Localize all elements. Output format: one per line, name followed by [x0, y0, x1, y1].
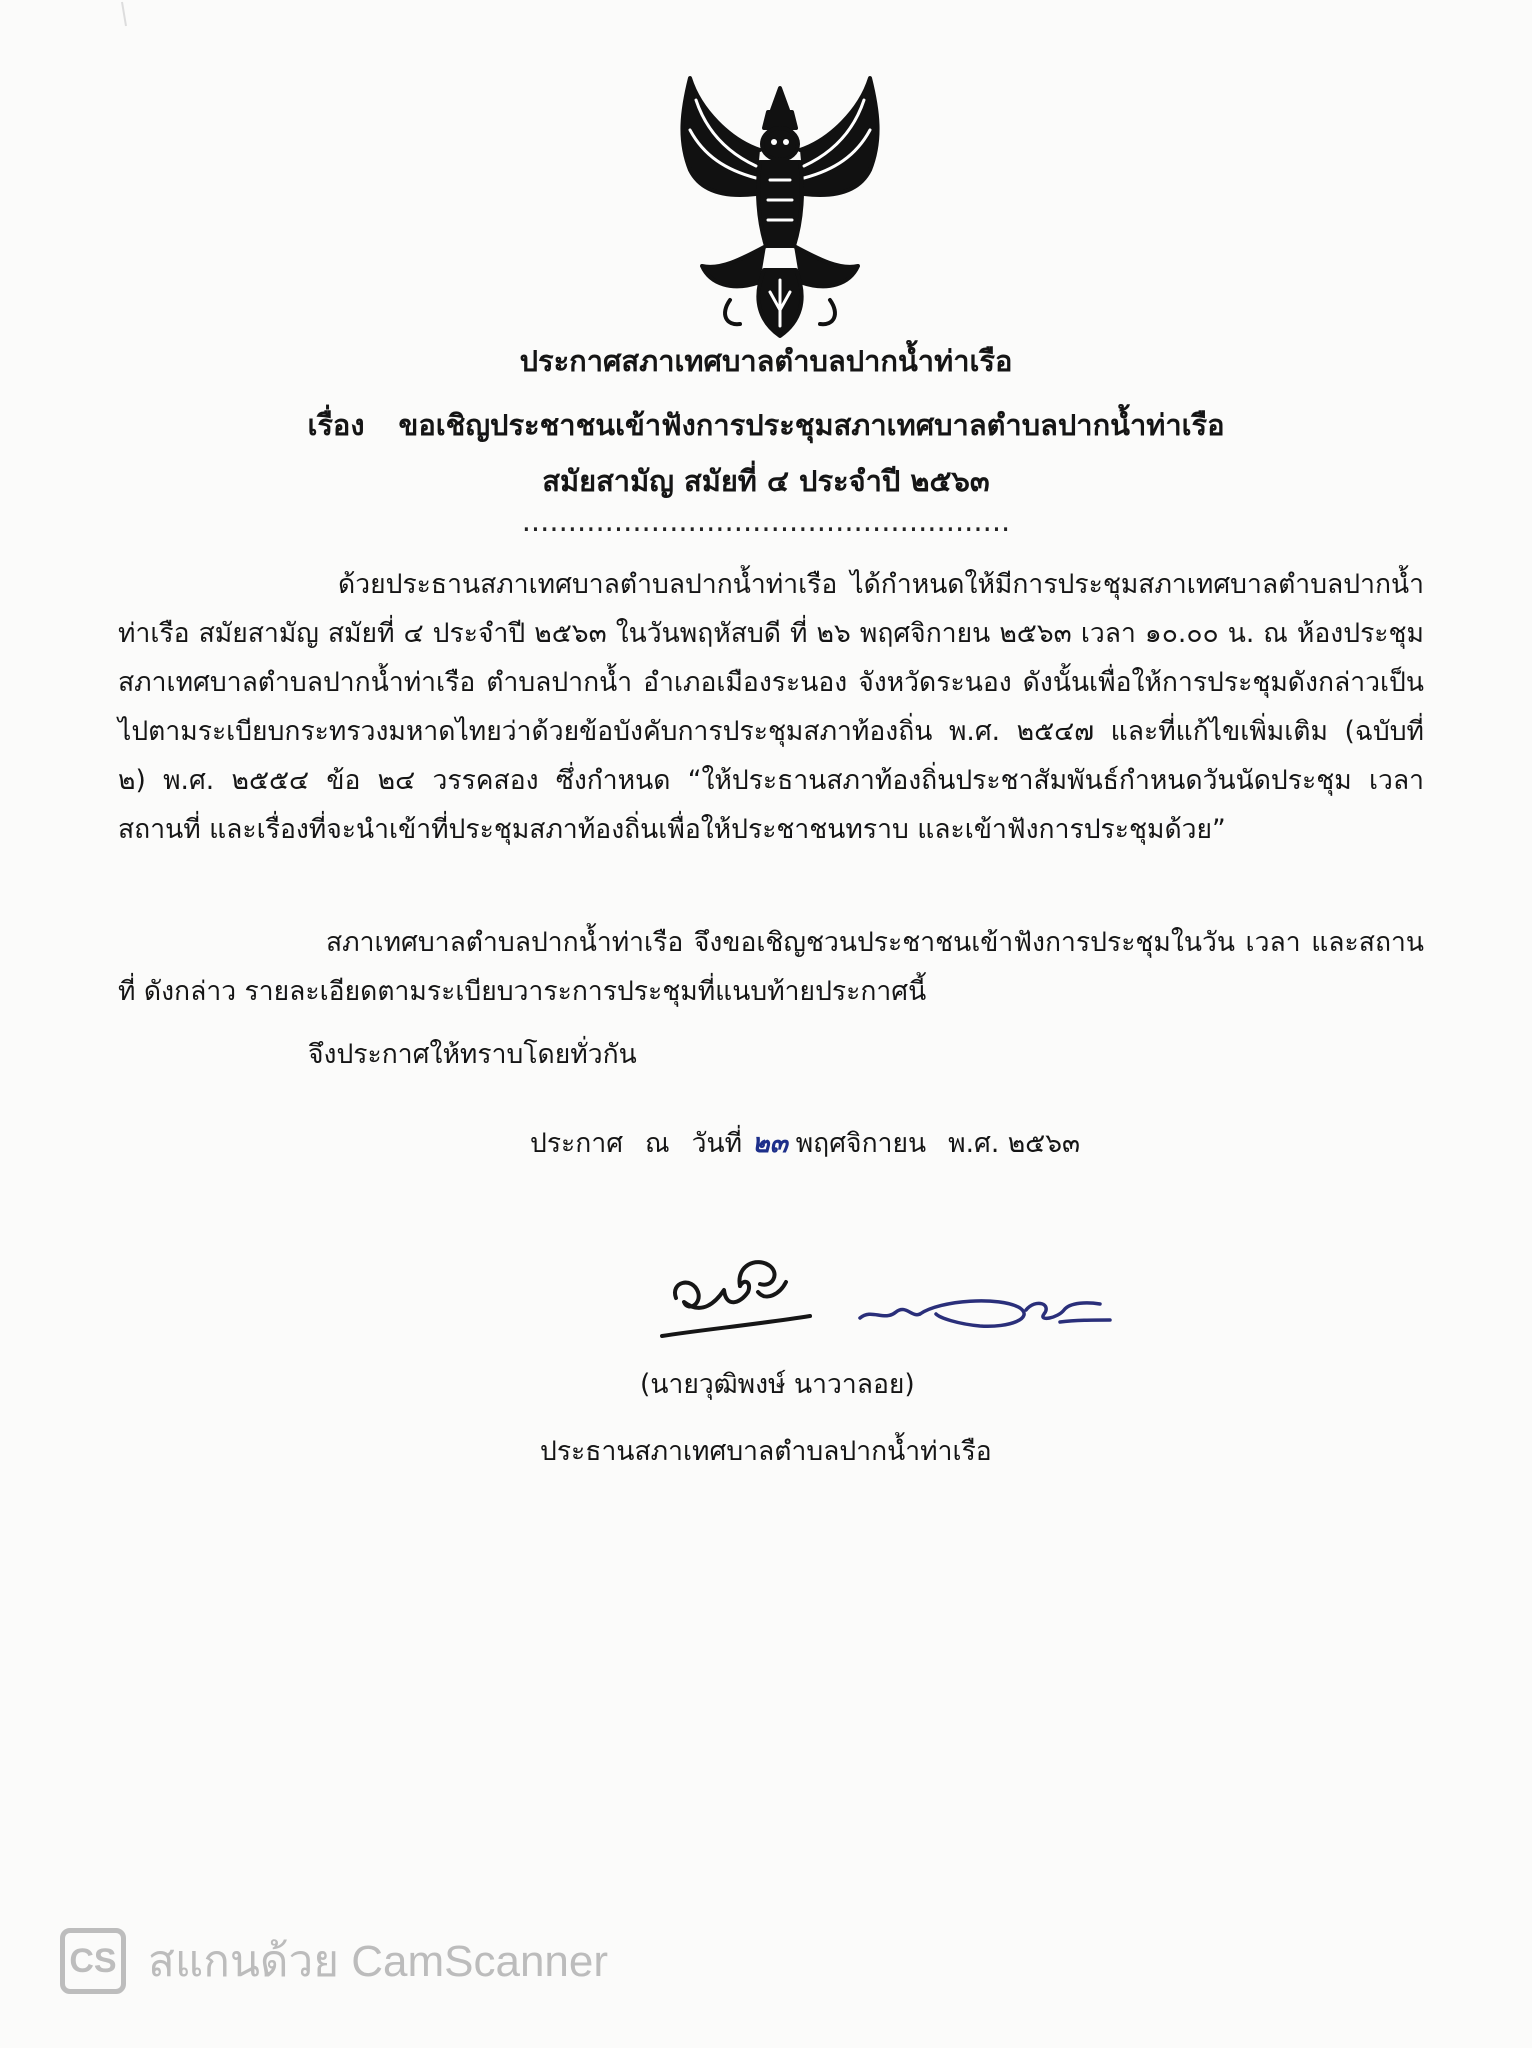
body-paragraph-1-text: ด้วยประธานสภาเทศบาลตำบลปากน้ำท่าเรือ ได้กำหนดให้มีการประชุมสภาเทศบาลตำบลปากน้ำท่าเรือ สมัยสามัญ สมัยที่ ๔ ประจำปี ๒๕๖๓ ในวันพฤหัสบดี ที่ ๒๖ พฤศจิกายน ๒๕๖๓ เวลา ๑๐.๐๐ น. ณ ห้องประชุมสภาเทศบาลตำบลปากน้ำท่าเรือ ตำบลปากน้ำ อำเภอเมืองระนอง จังหวัดระนอง ดังนั้นเพื่อให้การประชุมดังกล่าวเป็นไปตามระเบียบกระทรวงมหาดไทยว่าด้วยข้อบังคับการประชุมสภาท้องถิ่น พ.ศ. ๒๕๔๗ และที่แก้ไขเพิ่มเติม (ฉบับที่ ๒) พ.ศ. ๒๕๕๔ ข้อ ๒๔ วรรคสอง ซึ่งกำหนด “ให้ประธานสภาท้องถิ่นประชาสัมพันธ์กำหนดวันนัดประชุม เวลา สถานที่ และเรื่องที่จะนำเข้าที่ประชุมสภาท้องถิ่นเพื่อให้ประชาชนทราบ และเข้าฟังการประชุมด้วย”	[118, 569, 1424, 845]
scan-artifact-mark	[118, 0, 138, 30]
date-year: พ.ศ. ๒๕๖๓	[948, 1128, 1081, 1159]
body-paragraph-2	[118, 918, 1424, 1016]
signer-position: ประธานสภาเทศบาลตำบลปากน้ำท่าเรือ	[540, 1436, 992, 1467]
subject-label: เรื่อง	[307, 408, 365, 442]
subject-line	[0, 402, 1532, 448]
closing-statement: จึงประกาศให้ทราบโดยทั่วกัน	[308, 1039, 637, 1070]
handwritten-signature	[640, 1252, 1120, 1352]
date-prefix: ประกาศ	[530, 1128, 624, 1159]
date-month: พฤศจิกายน	[795, 1128, 927, 1159]
announcement-date	[530, 1122, 1080, 1164]
session-line: สมัยสามัญ สมัยที่ ๔ ประจำปี ๒๕๖๓	[542, 464, 990, 498]
body-paragraph-1	[118, 560, 1424, 854]
body-paragraph-2-text: สภาเทศบาลตำบลปากน้ำท่าเรือ จึงขอเชิญชวนประชาชนเข้าฟังการประชุมในวัน เวลา และสถานที่ ดังกล่าว รายละเอียดตามระเบียบวาระการประชุมที่แนบท้ายประกาศนี้	[118, 927, 1424, 1007]
garuda-emblem	[660, 70, 900, 345]
dotted-separator: .....................................................	[521, 504, 1011, 538]
announcement-heading: ประกาศสภาเทศบาลตำบลปากน้ำท่าเรือ	[519, 344, 1013, 378]
camscanner-text: สแกนด้วย CamScanner	[148, 1937, 609, 1986]
subject-text: ขอเชิญประชาชนเข้าฟังการประชุมสภาเทศบาลตำบลปากน้ำท่าเรือ	[398, 408, 1225, 442]
date-day-handwritten: ๒๓	[752, 1128, 788, 1159]
camscanner-logo-icon: CS	[60, 1928, 126, 1994]
signer-name: (นายวุฒิพงษ์ นาวาลอย)	[640, 1369, 915, 1400]
date-day-label: วันที่	[691, 1128, 743, 1159]
camscanner-watermark	[60, 1926, 608, 1996]
date-ana: ณ	[645, 1128, 670, 1159]
